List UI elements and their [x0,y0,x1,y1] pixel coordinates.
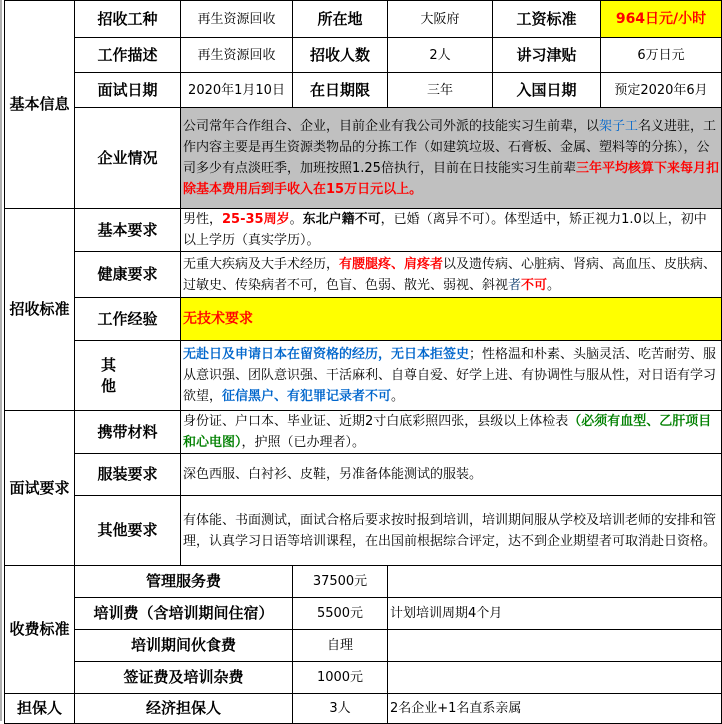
label-company: 企业情况 [75,108,181,209]
value-interview-date: 2020年1月10日 [181,73,293,108]
basic-row-1 [5,1,722,38]
value-fee-meals: 自理 [293,630,388,662]
recruitment-table [4,0,722,724]
basic-req-age: 25-35周岁 [222,212,290,227]
other-req-text [181,341,722,411]
value-fee-visa: 1000元 [293,662,388,694]
section-recruit-standard: 招收标准 [5,209,75,411]
label-wage: 工资标准 [493,1,601,38]
materials-row [5,411,722,454]
experience-row [5,298,722,341]
label-dress: 服装要求 [75,454,181,496]
experience-text: 无技术要求 [183,310,253,327]
fee-row-1 [5,566,722,598]
basic-req-text [181,209,722,252]
value-fee-management: 37500元 [293,566,388,598]
other-req-row [5,341,722,411]
note-fee-training: 计划培训周期4个月 [388,598,722,630]
interview-other-text: 有体能、书面测试，面试合格后要求按时报到培训，培训期间服从学校及培训老师的安排和管理，认真学习日语等培训课程，在出国前根据综合评定，达不到企业期望者可取消赴日资格。 [181,496,722,566]
value-job-desc: 再生资源回收 [181,38,293,73]
label-job-desc: 工作描述 [75,38,181,73]
materials-text [181,411,722,454]
value-guarantor: 3人 [293,694,388,724]
value-job-type: 再生资源回收 [181,1,293,38]
label-fee-management: 管理服务费 [75,566,293,598]
dress-row [5,454,722,496]
materials-medical: （必须有血型、乙肝项目和心电图） [183,414,712,450]
label-interview-other: 其他要求 [75,496,181,566]
value-location: 大阪府 [388,1,493,38]
dress-text: 深色西服、白衬衫、皮鞋，另准备体能测试的服装。 [181,454,722,496]
company-text-scaffold: 架子工 [599,119,639,134]
label-interview-date: 面试日期 [75,73,181,108]
basic-req-1: 男性， [183,212,223,227]
label-allowance: 讲习津贴 [493,38,601,73]
other-req-visa: 无赴日及申请日本在留资格的经历，无日本拒签史 [183,347,470,362]
label-basic-req: 基本要求 [75,209,181,252]
value-term: 三年 [388,73,493,108]
value-fee-training: 5500元 [293,598,388,630]
company-description [181,108,722,209]
experience-value [181,298,722,341]
materials-2: ，护照（已办理者）。 [241,435,366,450]
health-req-3: 者 [508,277,522,293]
label-experience: 工作经验 [75,298,181,341]
value-allowance: 6万日元 [601,38,722,73]
materials-1: 身份证、户口本、毕业证、近期2寸白底彩照四张，县级以上体检表 [183,414,569,429]
basic-req-3: ，已婚（离异不可）。体型适中，矫正视力1.0以上，初中以上学历（真实学历）。 [183,212,707,248]
company-row [5,108,722,209]
other-req-2: 。 [391,389,405,404]
section-fees: 收费标准 [5,566,75,694]
note-guarantor: 2名企业+1名直系亲属 [388,694,722,724]
health-req-4: 。 [547,277,561,293]
other-req-credit: 征信黑户、有犯罪记录者不可 [222,389,392,404]
interview-other-row [5,496,722,566]
label-guarantor: 经济担保人 [75,694,293,724]
basic-req-region: 东北户籍不可 [302,212,381,227]
other-req-1: ；性格温和朴素、头脑灵活、吃苦耐劳、服从意识强、团队意识强、干活麻利、自尊自爱、好学上进、有协调性与服从性，对日语有学习欲望， [183,347,717,404]
label-location: 所在地 [293,1,388,38]
label-fee-training: 培训费（含培训期间住宿） [75,598,293,630]
company-text-1: 公司常年合作组合、企业，目前企业有我公司外派的技能实习生前辈，以 [183,119,600,134]
health-req-2: 以及遗传病、心脏病、肾病、高血压、皮肤病、过敏史、传染病者不可，色盲、色弱、散光、弱视、斜视 [183,256,717,293]
label-materials: 携带材料 [75,411,181,454]
section-basic-info: 基本信息 [5,1,75,209]
note-fee-management [388,566,722,598]
fee-row-4 [5,662,722,694]
guarantor-row [5,694,722,724]
note-fee-visa [388,662,722,694]
section-interview: 面试要求 [5,411,75,566]
label-other: 其他 [75,341,181,411]
company-text-2: 名义进驻，工作内容主要是再生资源类物品的分拣工作（如建筑垃圾、石膏板、金属、塑料等的分拣），公司多少有点淡旺季，加班按照1.25倍执行，目前在日技能实习生前辈 [183,119,717,176]
company-text-income: 三年平均核算下来每月扣除基本费用后到手收入在15万日元以上。 [183,161,719,197]
label-job-type: 招收工种 [75,1,181,38]
label-term: 在日期限 [293,73,388,108]
label-health-req: 健康要求 [75,252,181,298]
value-entry-date: 预定2020年6月 [601,73,722,108]
basic-req-row [5,209,722,252]
label-entry-date: 入国日期 [493,73,601,108]
health-req-pain: 有腰腿疼、肩疼者 [339,256,444,272]
health-req-text [181,252,722,298]
note-fee-meals [388,630,722,662]
basic-row-3 [5,73,722,108]
label-headcount: 招收人数 [293,38,388,73]
health-req-row [5,252,722,298]
label-fee-visa: 签证费及培训杂费 [75,662,293,694]
fee-row-2 [5,598,722,630]
value-wage: 964日元/小时 [601,1,722,38]
health-req-1: 无重大疾病及大手术经历， [183,256,340,272]
section-guarantor: 担保人 [5,694,75,724]
label-fee-meals: 培训期间伙食费 [75,630,293,662]
basic-row-2 [5,38,722,73]
value-headcount: 2人 [388,38,493,73]
health-req-not-allowed: 不可 [521,277,548,293]
basic-req-2: 。 [289,212,303,227]
fee-row-3 [5,630,722,662]
